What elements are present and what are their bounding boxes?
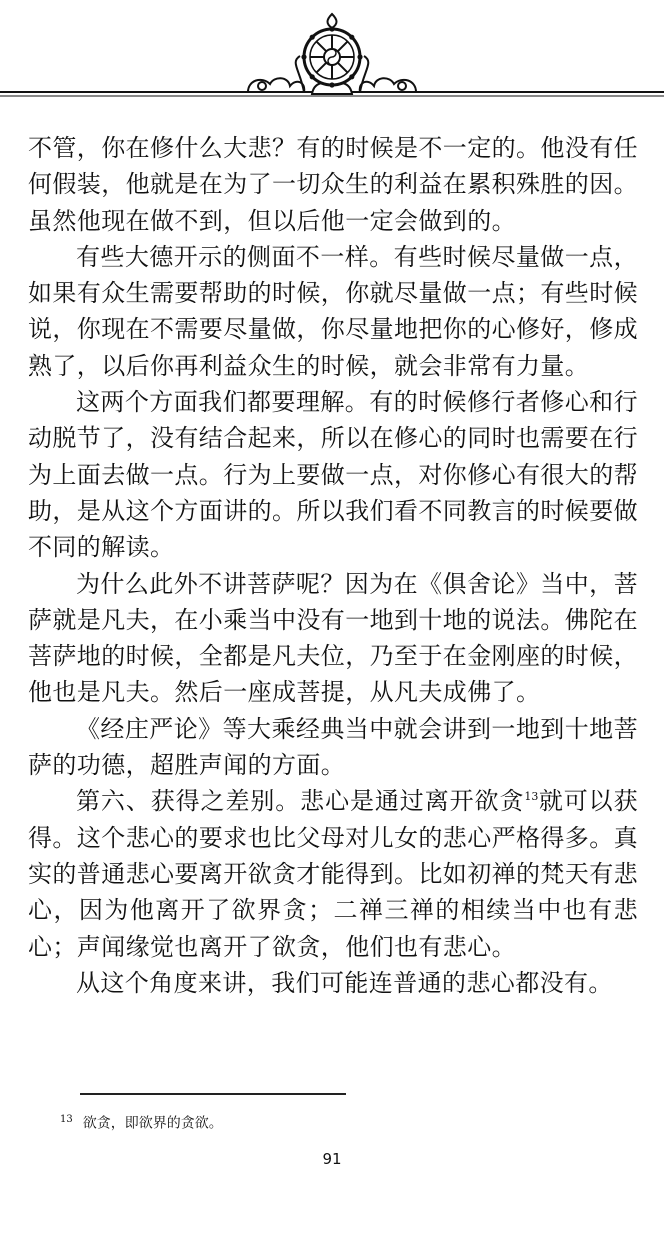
paragraph-5: 《经庄严论》等大乘经典当中就会讲到一地到十地菩萨的功德，超胜声闻的方面。 [28,714,638,780]
footnote-text: 欲贪，即欲界的贪欲。 [82,1115,223,1132]
footnote [60,1110,223,1134]
paragraph-6-text-after: 就可以获得。这个悲心的要求也比父母对儿女的悲心严格得多。真实的普通悲心要离开欲贪才能得到。比如初禅的梵天有悲心，因为他离开了欲界贪；二禅三禅的相续当中也有悲心；声闻缘觉也离开了欲贪，他们也有悲心。 [28,787,638,961]
paragraph-3: 这两个方面我们都要理解。有的时候修行者修心和行动脱节了，没有结合起来，所以在修心的同时也需要在行为上面去做一点。行为上要做一点，对你修心有很大的帮助，是从这个方面讲的。所以我们看不同教言的时候要做不同的解读。 [28,388,638,562]
footnote-divider [80,1093,346,1095]
body-text [28,130,638,1001]
dharma-wheel-icon [0,0,664,112]
page-number: 91 [322,1150,342,1168]
paragraph-7: 从这个角度来讲，我们可能连普通的悲心都没有。 [76,968,613,997]
paragraph-6-text-before: 第六、获得之差别。悲心是通过离开欲贪 [76,787,525,816]
paragraph-6 [28,783,638,964]
footnote-number: 13 [60,1114,73,1125]
page-header [0,0,664,112]
footnote-ref[interactable]: 13 [524,790,539,804]
paragraph-1: 不管，你在修什么大悲？有的时候是不一定的。他没有任何假装，他就是在为了一切众生的利益在累积殊胜的因。虽然他现在做不到，但以后他一定会做到的。 [28,134,638,235]
paragraph-2: 有些大德开示的侧面不一样。有些时候尽量做一点，如果有众生需要帮助的时候，你就尽量做一点；有些时候说，你现在不需要尽量做，你尽量地把你的心修好，修成熟了，以后你再利益众生的时候，就会非常有力量。 [28,242,638,380]
paragraph-4: 为什么此外不讲菩萨呢？因为在《俱舍论》当中，菩萨就是凡夫，在小乘当中没有一地到十地的说法。佛陀在菩萨地的时候，全都是凡夫位，乃至于在金刚座的时候，他也是凡夫。然后一座成菩提，从凡夫成佛了。 [28,569,638,707]
